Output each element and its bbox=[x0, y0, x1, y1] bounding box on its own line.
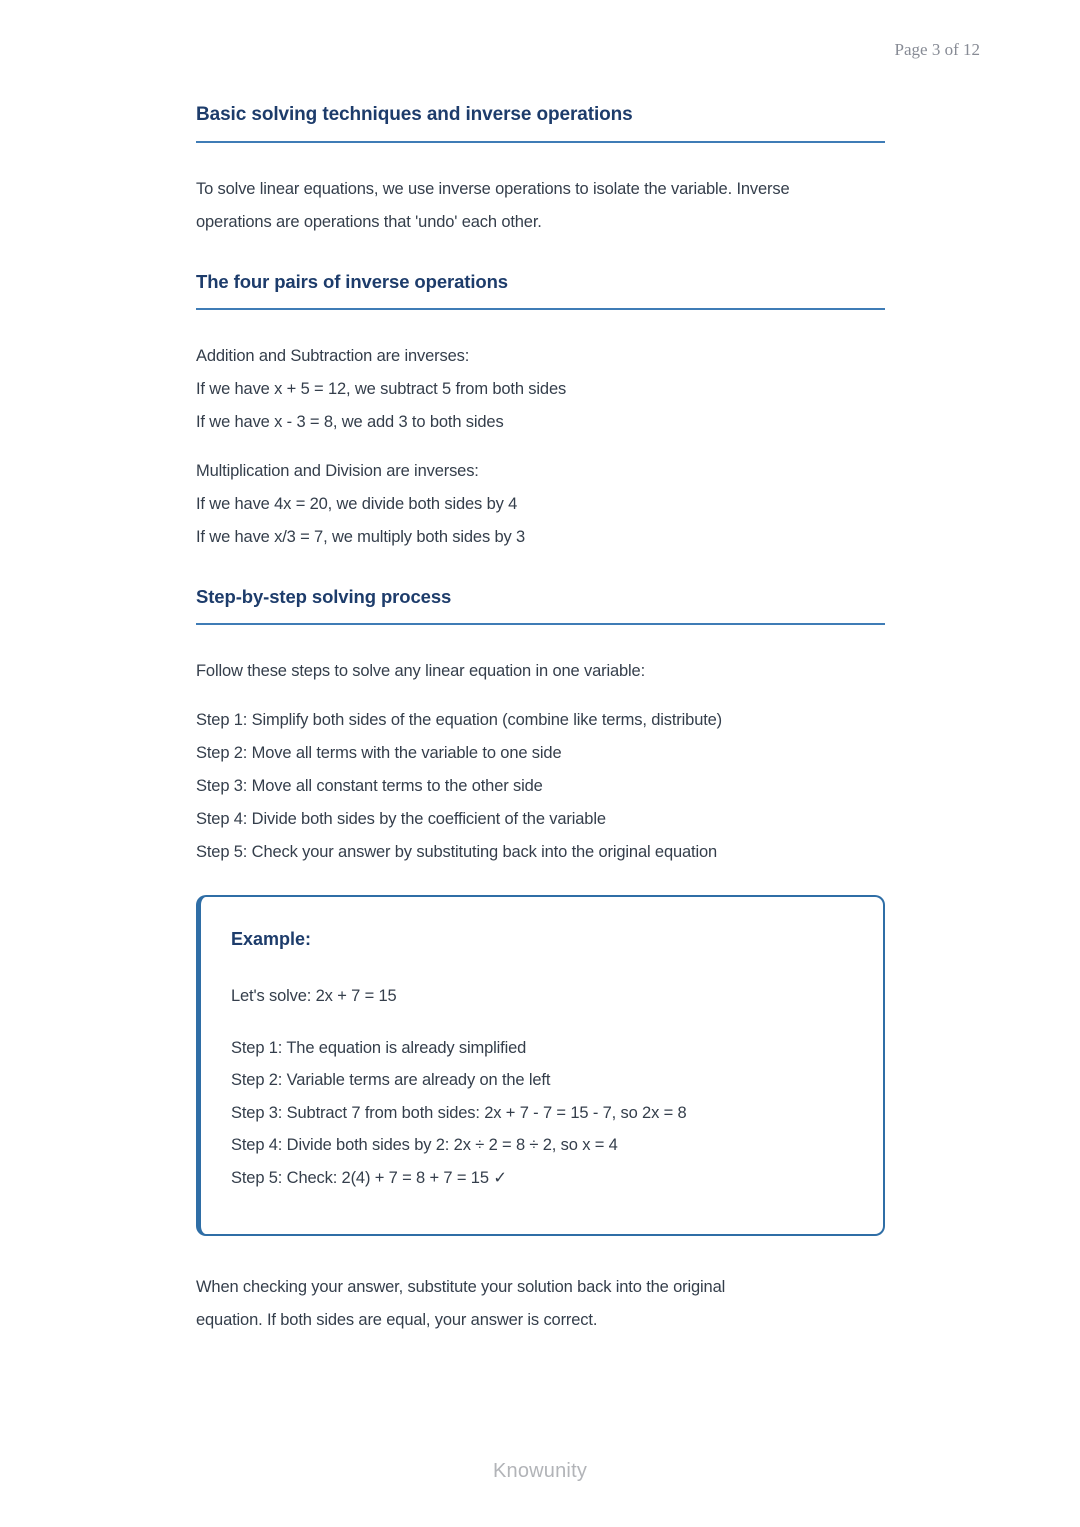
section-heading: Basic solving techniques and inverse operations bbox=[196, 103, 885, 143]
page-indicator: Page 3 of 12 bbox=[894, 40, 980, 59]
text-line: Let's solve: 2x + 7 = 15 bbox=[231, 987, 397, 1005]
text-line: To solve linear equations, we use inverse operations to isolate the variable. Inverse bbox=[196, 180, 790, 198]
text-line: equation. If both sides are equal, your answer is correct. bbox=[196, 1311, 598, 1329]
section-heading: The four pairs of inverse operations bbox=[196, 270, 885, 310]
step-line: Step 2: Move all terms with the variable to one side bbox=[196, 744, 562, 762]
text-line: Addition and Subtraction are inverses: bbox=[196, 347, 470, 365]
paragraph bbox=[196, 340, 885, 439]
footer-brand: Knowunity bbox=[492, 1460, 588, 1482]
step-line: Step 5: Check your answer by substituting back into the original equation bbox=[196, 843, 718, 861]
example-box-label: Example: bbox=[231, 929, 312, 949]
document-content bbox=[196, 0, 885, 1337]
paragraph bbox=[196, 455, 885, 554]
closing-paragraph bbox=[196, 1271, 885, 1337]
paragraph bbox=[196, 173, 885, 239]
example-step-line: Step 4: Divide both sides by 2: 2x ÷ 2 = 8 ÷ 2, so x = 4 bbox=[231, 1136, 618, 1154]
section-inverse-pairs bbox=[196, 270, 885, 554]
step-line: Step 3: Move all constant terms to the other side bbox=[196, 777, 543, 795]
example-step-line: Step 3: Subtract 7 from both sides: 2x + 7 - 7 = 15 - 7, so 2x = 8 bbox=[231, 1103, 687, 1122]
steps-list bbox=[196, 704, 885, 869]
example-step-line: Step 5: Check: 2(4) + 7 = 8 + 7 = 15 ✓ bbox=[231, 1168, 507, 1187]
example-step-line: Step 1: The equation is already simplified bbox=[231, 1038, 527, 1057]
text-line: If we have x + 5 = 12, we subtract 5 from both sides bbox=[196, 380, 567, 398]
text-line: If we have x/3 = 7, we multiply both sides by 3 bbox=[196, 528, 526, 546]
step-line: Step 4: Divide both sides by the coefficient of the variable bbox=[196, 810, 606, 828]
text-line: operations are operations that 'undo' each other. bbox=[196, 213, 542, 231]
text-line: If we have 4x = 20, we divide both sides by 4 bbox=[196, 495, 518, 513]
example-box bbox=[196, 895, 885, 1236]
example-step-line: Step 2: Variable terms are already on the left bbox=[231, 1071, 551, 1089]
section-step-process bbox=[196, 585, 885, 869]
text-line: When checking your answer, substitute your solution back into the original bbox=[196, 1278, 726, 1296]
text-line: If we have x - 3 = 8, we add 3 to both sides bbox=[196, 413, 504, 431]
example-steps-list bbox=[231, 1032, 853, 1195]
text-line: Follow these steps to solve any linear equation in one variable: bbox=[196, 662, 646, 680]
text-line: Multiplication and Division are inverses: bbox=[196, 462, 479, 480]
paragraph bbox=[196, 655, 885, 688]
example-intro bbox=[231, 980, 853, 1013]
section-basic-solving bbox=[196, 103, 885, 239]
section-heading: Step-by-step solving process bbox=[196, 585, 885, 625]
step-line: Step 1: Simplify both sides of the equation (combine like terms, distribute) bbox=[196, 711, 723, 729]
